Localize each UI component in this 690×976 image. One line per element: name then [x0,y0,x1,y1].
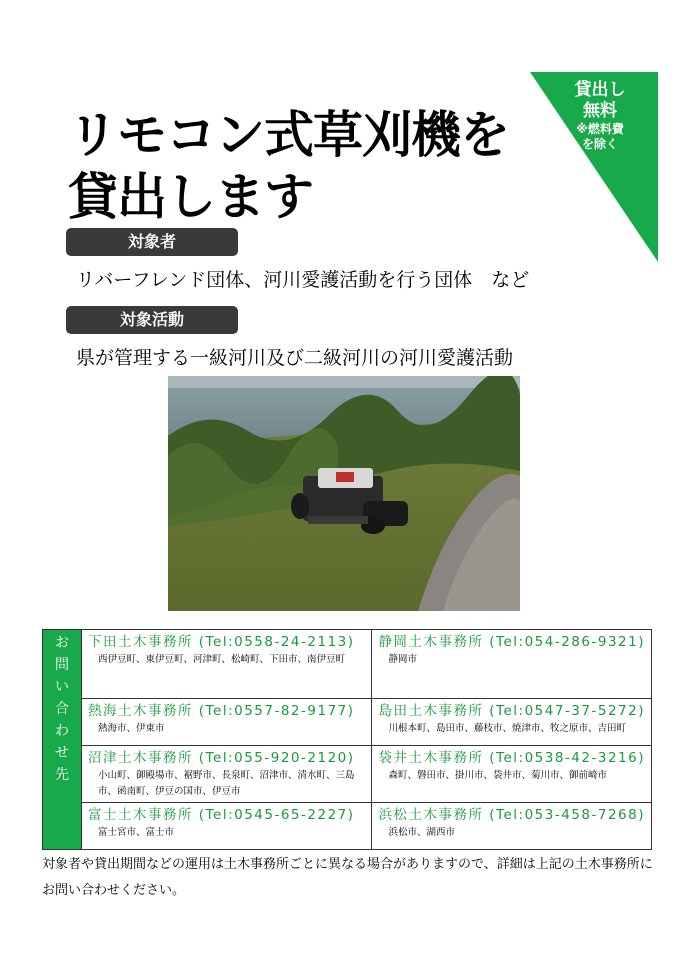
office-areas: 浜松市、湖西市 [388,827,455,838]
target-text: リバーフレンド団体、河川愛護活動を行う団体 など [76,269,530,291]
office-areas: 小山町、御殿場市、裾野市、長泉町、沼津市、清水町、三島市、函南町、伊豆の国市、伊豆市 [98,770,355,797]
office-areas: 静岡市 [388,654,417,665]
free-rental-badge [530,72,658,262]
mower-photo [168,376,520,611]
contact-cell [372,699,652,746]
office-areas: 富士宮市、富士市 [98,827,175,838]
contact-cell [372,630,652,699]
contacts-side-label [43,630,82,850]
badge-line3: ※燃料費 [576,122,624,136]
target-label: 対象者 [66,228,238,256]
office-name: 沼津土木事務所 (Tel:055-920-2120) [88,750,355,766]
footnote: 対象者や貸出期間などの運用は土木事務所ごとに異なる場合がありますので、詳細は上記の土木事務所にお問い合わせください。 [42,857,653,898]
office-name: 袋井土木事務所 (Tel:0538-42-3216) [378,750,645,766]
badge-line4: を除く [581,137,618,151]
badge-line1: 貸出し [574,80,626,100]
office-name: 静岡土木事務所 (Tel:054-286-9321) [378,634,645,650]
contact-cell [372,803,652,850]
office-areas: 西伊豆町、東伊豆町、河津町、松崎町、下田市、南伊豆町 [98,654,346,665]
office-name: 下田土木事務所 (Tel:0558-24-2113) [88,634,355,650]
office-areas: 熱海市、伊東市 [98,723,165,734]
office-name: 熱海土木事務所 (Tel:0557-82-9177) [88,703,355,719]
title-line2: 貸出します [68,168,313,226]
activity-text: 県が管理する一級河川及び二級河川の河川愛護活動 [76,347,514,369]
title-line1: リモコン式草刈機を [68,106,509,164]
page-title [68,104,509,228]
badge-text [550,80,650,152]
office-areas: 森町、磐田市、掛川市、袋井市、菊川市、御前崎市 [388,770,607,781]
office-name: 島田土木事務所 (Tel:0547-37-5272) [378,703,645,719]
contact-cell [82,699,372,746]
office-name: 浜松土木事務所 (Tel:053-458-7268) [378,807,645,823]
badge-line2: 無料 [583,101,617,121]
office-areas: 川根本町、島田市、藤枝市、焼津市、牧之原市、吉田町 [388,723,626,734]
activity-label: 対象活動 [66,306,238,334]
contacts-side-text: お問い合わせ先 [55,635,69,783]
contact-cell [82,746,372,803]
office-name: 富士土木事務所 (Tel:0545-65-2227) [88,807,355,823]
contact-cell [372,746,652,803]
contact-cell [82,630,372,699]
contact-cell [82,803,372,850]
contacts-table [42,629,652,850]
